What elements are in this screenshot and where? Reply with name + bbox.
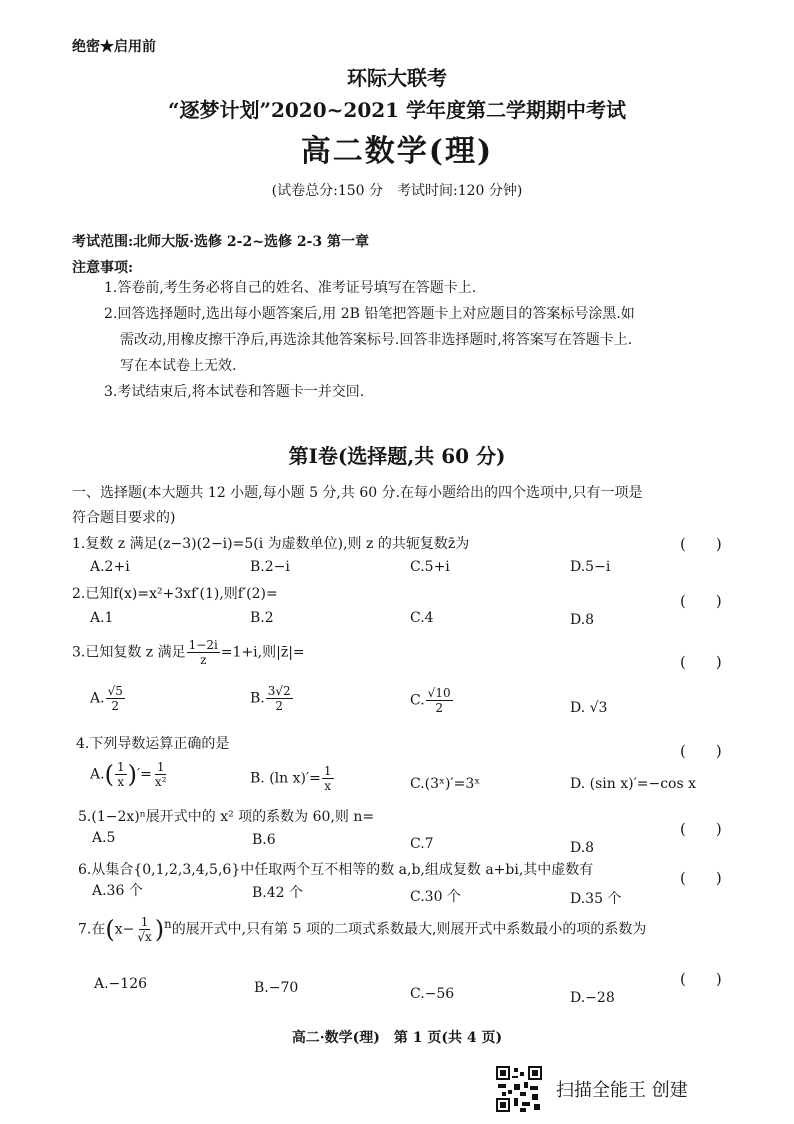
question-6-option-d: D.35 个 <box>570 891 622 907</box>
scanner-watermark: 扫描全能王 创建 <box>556 1080 688 1101</box>
left-paren: ( <box>104 760 114 789</box>
right-paren: ) <box>127 760 137 789</box>
question-6-stem: 6.从集合{0,1,2,3,4,5,6}中任取两个互不相等的数 a,b,组成复数 a+bi,其中虚数有 <box>78 862 594 878</box>
question-5-stem: 5.(1−2x)ⁿ展开式中的 x² 项的系数为 60,则 n= <box>78 809 375 825</box>
question-3-prefix: 3.已知复数 z 满足 <box>72 644 186 661</box>
option-a-inner-den: x <box>117 775 125 789</box>
option-a-label: A. <box>90 690 105 707</box>
section-intro-line2: 符合题目要求的) <box>72 510 176 526</box>
page-footer: 高二·数学(理) 第 1 页(共 4 页) <box>291 1030 503 1046</box>
question-2-option-b: B.2 <box>250 610 274 626</box>
option-a-equals: ′= <box>136 766 152 783</box>
question-3-stem <box>72 638 305 667</box>
option-b-den: 2 <box>275 699 284 713</box>
exam-title: “逐梦计划”2020~2021 学年度第二学期期中考试 <box>167 98 627 122</box>
option-c-den: 2 <box>435 701 443 715</box>
question-7-option-d: D.−28 <box>570 990 615 1006</box>
option-b-label: B. <box>250 690 265 707</box>
question-2-option-d: D.8 <box>570 612 595 628</box>
question-7-prefix: 7.在 <box>78 921 106 938</box>
option-c-num: √10 <box>427 686 451 700</box>
exam-info: (试卷总分:150 分 考试时间:120 分钟) <box>271 183 523 199</box>
question-6-option-b: B.42 个 <box>252 885 304 901</box>
option-b-den: x <box>324 779 332 793</box>
exam-scope: 考试范围:北师大版·选修 2-2~选修 2-3 第一章 <box>72 234 369 250</box>
question-5-option-b: B.6 <box>252 832 276 848</box>
option-a-result-num: 1 <box>156 760 165 774</box>
question-2-stem: 2.已知f(x)=x²+3xf′(1),则f′(2)= <box>72 586 278 602</box>
right-paren: ) <box>154 915 165 944</box>
option-b-num: 1 <box>323 764 332 778</box>
section-intro-line1: 一、选择题(本大题共 12 小题,每小题 5 分,共 60 分.在每小题给出的四个选项中,只有一项是 <box>72 485 643 501</box>
question-7-stem <box>78 915 646 944</box>
option-c-label: C. <box>410 692 425 709</box>
question-7-option-a: A.−126 <box>94 976 148 992</box>
notes-title: 注意事项: <box>72 260 134 276</box>
note-2-line2: 需改动,用橡皮擦干净后,再选涂其他答案标号.回答非选择题时,将答案写在答题卡上. <box>120 332 633 348</box>
option-b-fraction <box>266 684 293 713</box>
option-b-num: 3√2 <box>267 684 291 698</box>
question-6-option-c: C.30 个 <box>410 889 461 905</box>
option-c-fraction <box>426 686 453 715</box>
question-4-stem: 4.下列导数运算正确的是 <box>76 736 230 752</box>
option-a-label: A. <box>90 766 105 783</box>
section-title: 第Ⅰ卷(选择题,共 60 分) <box>288 444 506 468</box>
option-a-result-den: x² <box>154 775 167 789</box>
question-3-fraction <box>187 638 220 667</box>
question-3-option-d: D. √3 <box>570 700 608 716</box>
option-a-den: 2 <box>111 699 120 713</box>
question-5-option-a: A.5 <box>92 830 116 846</box>
question-5-option-c: C.7 <box>410 836 434 852</box>
question-3-option-c <box>410 686 454 715</box>
question-3-frac-den: z <box>200 653 207 667</box>
left-paren: ( <box>105 915 115 944</box>
question-7-frac-num: 1 <box>140 915 149 929</box>
question-4-option-c: C.(3ˣ)′=3ˣ <box>410 776 481 792</box>
question-3-option-b <box>250 684 294 713</box>
question-1-option-a: A.2+i <box>90 559 130 575</box>
question-2-option-a: A.1 <box>90 610 114 626</box>
question-3-option-a <box>90 684 126 713</box>
option-b-fraction <box>322 764 334 793</box>
question-7-option-b: B.−70 <box>254 980 299 996</box>
qr-code-icon <box>496 1066 542 1112</box>
question-4-option-d: D. (sin x)′=−cos x <box>570 776 697 792</box>
option-a-num: √5 <box>107 684 123 698</box>
question-1-option-c: C.5+i <box>410 559 450 575</box>
question-2-answer-blank: ( ) <box>680 592 722 610</box>
question-3-suffix: =1+i,则|z̄|= <box>220 644 305 661</box>
question-1-option-d: D.5−i <box>570 559 611 575</box>
subject-title: 高二数学(理) <box>300 134 494 169</box>
question-7-fraction <box>135 915 153 944</box>
note-1: 1.答卷前,考生务必将自己的姓名、准考证号填写在答题卡上. <box>104 280 477 296</box>
question-1-stem: 1.复数 z 满足(z−3)(2−i)=5(i 为虚数单位),则 z 的共轭复数z̄为 <box>72 536 470 552</box>
question-4-answer-blank: ( ) <box>680 742 722 760</box>
question-7-inner: x− <box>114 921 135 938</box>
question-4-option-b <box>250 764 335 793</box>
question-7-answer-blank: ( ) <box>680 970 722 988</box>
question-2-option-c: C.4 <box>410 610 434 626</box>
exam-union-title: 环际大联考 <box>347 66 447 90</box>
question-7-suffix: 的展开式中,只有第 5 项的二项式系数最大,则展开式中系数最小的项的系数为 <box>171 921 647 938</box>
option-a-fraction <box>106 684 125 713</box>
question-3-frac-num: 1−2i <box>188 638 218 652</box>
question-1-answer-blank: ( ) <box>680 535 722 553</box>
question-6-option-a: A.36 个 <box>92 883 143 899</box>
question-6-answer-blank: ( ) <box>680 869 722 887</box>
question-7-frac-den: √x <box>137 930 152 944</box>
question-4-option-a <box>90 760 169 789</box>
question-7-option-c: C.−56 <box>410 986 455 1002</box>
option-a-inner-num: 1 <box>116 760 125 774</box>
question-1-option-b: B.2−i <box>250 559 290 575</box>
confidential-label: 绝密★启用前 <box>72 39 156 55</box>
option-a-inner-fraction <box>115 760 127 789</box>
note-2-line3: 写在本试卷上无效. <box>120 358 237 374</box>
question-7-exponent: n <box>164 916 172 931</box>
note-3: 3.考试结束后,将本试卷和答题卡一并交回. <box>104 384 365 400</box>
question-5-answer-blank: ( ) <box>680 820 722 838</box>
question-3-answer-blank: ( ) <box>680 653 722 671</box>
option-b-text: B. (ln x)′= <box>250 770 321 787</box>
question-5-option-d: D.8 <box>570 840 595 856</box>
option-a-result-fraction <box>153 760 169 789</box>
note-2-line1: 2.回答选择题时,选出每小题答案后,用 2B 铅笔把答题卡上对应题目的答案标号涂黑.如 <box>104 306 635 322</box>
